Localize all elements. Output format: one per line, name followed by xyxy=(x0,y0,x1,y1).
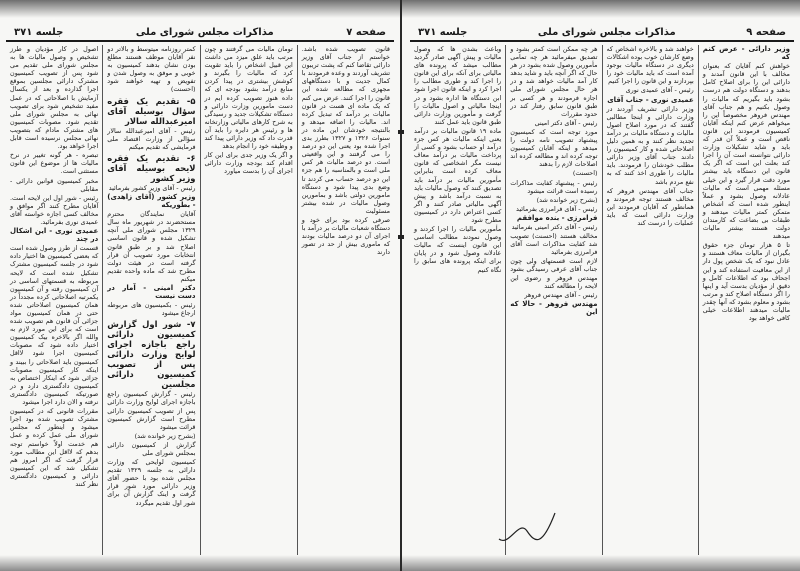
paragraph: رئیس - آقای دکتر امینی بفرمائید xyxy=(511,222,598,231)
left-column-2 xyxy=(200,45,297,555)
left-page-number: صفحه ۷ xyxy=(346,27,386,38)
right-page xyxy=(400,0,800,571)
paragraph: ماده ۱۹ قانون مالیات بر درآمد یعنی اینکه مالیات هر کس جزء درآمد او حساب بشود و کسی از پرداخت مالیات بر درآمد معاف نیست مگر اشخاصی که قانون معاف کرده است بنابراین مأمورین مالیات بر درآمد باید تصدیق کنند که وصول مالیات باید به نسبت درآمد باشد و پیش آگهی مالیاتی صادر کنند و اگر کسی اعتراض دارد در کمیسیون مطرح شود xyxy=(414,126,502,224)
scan-shadow-top xyxy=(0,0,400,18)
paragraph: رئیس - گزارش کمیسیون راجع باجازه اجرای لوایح وزارت دارائی پس از تصویب کمیسیون دارائی مطرح است گزارش کمیسیون قرائت میشود xyxy=(107,390,196,431)
right-session-label: جلسه ۳۷۱ xyxy=(418,27,468,38)
speaker-name: عمیدی نوری - جناب آقای xyxy=(607,95,694,104)
right-page-header xyxy=(410,22,794,42)
speaker-name: عمیدی نوری - این اشکال در چند xyxy=(10,227,99,244)
paragraph: تبصره - هر گونه تغییر در نرخ مالیات ها از موضوع این قانون مستثنی است. xyxy=(10,151,99,176)
paragraph: و اگر یک وزیر جدی برای این کار اقدام کند بودجه وزارت دارائی اجرای آن را بدست میاورد xyxy=(204,151,293,176)
paragraph: خواهش کنم آقایان که بعنوان مخالف با این قانون آمدند و دارائی این را برای اصلاح کامل بدهند و دستگاه دولت هم درست بشود باید بگیریم که مالیات را وصول بکنیم و هم جناب آقای مهندس فروهر مخصوصاً این را میخواهم عرض کنم اینکه آقایان کمیسیون فرمودند این قانون ناقص است و عملاً آن قدر که باید و شاید تشکیلات وزارت دارائی نتوانسته است آن را اجرا کند بعلت این است که اگر یک قانون این دستگاه باید بیشتر مورد دقت قرار گیرد و این خیلی مسئله مهمی است که مالیات عادلانه وصول بشود و عملاً اینطور شده است که اشخاص متمکن کمتر مالیات میدهند و طبقات بی بضاعت که کارمندان دولت هستند بیشتر مالیات میدهند xyxy=(702,62,790,241)
left-page-header xyxy=(6,22,394,42)
paragraph: رئیس - پیشنهاد کفایت مذاکرات رسیده است قرائت میشود xyxy=(510,178,598,195)
right-column-1 xyxy=(698,45,794,555)
scan-shadow-bottom xyxy=(402,555,800,571)
speaker-name: فرامرزی - بنده موافقم xyxy=(516,213,598,222)
paragraph: صرفی کرده بود برای خود و دستگاه شعبات مالیات بر درآمد با اجرای آن دو درصد مالیات بودند که ماموری بیش از حد در تصور دارند xyxy=(301,215,390,257)
paragraph: آقایان نمایندگان محترم مستحضرند در شهریور ماه سال ۱۳۲۹ مجلس شورای ملی آنچه تشکیل شده و قانون اساسی اصلاح شد و بر طبق قانون انتخابات مورد تصویب آن قرار گرفته است در هیئت دولت مطرح شد که ماده واحده تقدیم میکنم xyxy=(107,210,196,283)
paragraph: مخالف هستند (احسنت) تصویب شد کفایت مذاکرات است آقای فرامرزی بفرمائید xyxy=(510,232,598,257)
paragraph: (بشرح زیر خوانده شد) xyxy=(536,195,598,204)
paragraph: رئیس - شور اول این لایحه است. آقایان مطرح کنند اگر موافق و مخالف کسی اجازه خواسته آقای عمیدی نوری بفرمائید. xyxy=(10,193,99,226)
paragraph: لازم است قسمتهای ولی چون جناب آقای عرفی رسیدگی بشود مهندس فروهر و رضوی این لایحه را مطالعه کنند xyxy=(510,257,598,290)
right-page-number: صفحه ۹ xyxy=(746,27,786,38)
paragraph: رئیس - آقای امیرعبدالله سالار سؤالی از وزارت اقتصاد ملی فرمایشی که تقدیم میکنم xyxy=(107,126,196,151)
binding-mark xyxy=(398,235,404,239)
left-column-4 xyxy=(6,45,102,555)
paragraph: وزیر دارائی تشریف آوردند در وزارت دارائی و اینجا مطالبی گفتند که در مورد اصلاح اصول مالیات و دستگاه مالیات بر درآمد تجدید نظر کنند و به همین دلیل اصلاحاتی شده و کار کمیسیون را دادند جناب آقای وزیر دارائی مطلب خودشان را فرمودند. باید مالیات را طوری اخذ کنند که به نفع مردم باشد xyxy=(606,104,694,186)
paragraph: رئیس - آقای وزیر کشور بفرمائید xyxy=(108,183,196,192)
paragraph: جناب آقای مهندس فروهر که مخالف هستند توجه فرمودند و همانطور که آقایان فرمودند این وزارت دارائی است که باید عملیات را درست کند xyxy=(606,186,694,227)
paragraph: تومان مالیات می گرفتند و چون مرتب باید علق میزد می داشت این قبیل اشخاص را باید تقویت کرد که مالیات را بگیرند و کوشش بیشتری در پیدا کردن منابع درآمد بشود بودجه ای که داده هنوز تصویب کرده ایم در دست مامورین وزارت دارائی و دستگاه تشکیلات جدید و رسیدگی به شرح کارهای مالیاتی وزارتخانه ها و رئیس هر دایره را باید آن قدرت داد که وزیر دارائی پیدا کند و وظیفه خود را انجام بدهد xyxy=(204,45,293,151)
paragraph: (بشرح زیر خوانده شد) xyxy=(134,431,196,440)
left-column-3 xyxy=(102,45,199,555)
section-heading: ۵- تقدیم یک فقره سؤال بوسیله آقای امیرعبدالله سالار xyxy=(107,95,196,126)
left-columns xyxy=(6,45,394,555)
paragraph: رئیس - آقای دکتر امینی xyxy=(534,118,598,127)
paragraph: رئیس - آقای عمیدی نوری xyxy=(625,86,694,95)
paragraph: مأمورین مالیات را اجرا کردند و وصول نمودند مطالب اساسی این قانون اینست که مالیات عادلانه وصول شود و در پایان برای اینکه پرونده های سابق را نگاه کنیم xyxy=(414,225,502,274)
right-column-3 xyxy=(505,45,601,555)
paragraph: (احسنت) xyxy=(572,169,598,178)
paragraph: وباعث بشدن ها که وصول مالیات و پیش آگهی صادر گردید مطالب میشد که پرونده های مالیاتی برای آنکه برای این قانون را اجرا کند و طوری مطالب را اجرا کرد و اینکه قانون اجرا شود ابن دستگاه ها اداره بشود و در اینجا مالیاتی و اصول مالیات را گرفت و مأمورین وزارت دارائی طبق قانون باید عمل کنند xyxy=(414,45,502,126)
left-session-label: جلسه ۳۷۱ xyxy=(14,27,64,38)
paragraph: قسمت از طرز وصول شده است که بعضی کمیسیون ها اختیار داده شود در جلسه کمیسیون مشترک تشکیل شده است که لایحه مربوطه به قسمتهای اساسی در آن کمیسیون رفته و آن کمیسیون یکمرتبه اصلاحاتی کرده مجدداً در همان کمیسیون اصلاحاتی شده حتی در همان کمیسیون مواد جزائی آن قانون هم تصویب شده است که برای این مورد لازم به والله اگر بالاخره بیک کمیسیون اختیار داده شود که مصوبات کمیسیون اجرا شود لااقل کمیسیون باید اصلاحاتی را ببیند و اینکه کار کمیسیون مصوبات جزائی شود که اینکار اختصاص به کمیسیون دادگستری دارد و در صورتیکه کمیسیون دادگستری نرفته و الان دارد اجرا میشود xyxy=(10,244,99,407)
speaker-name: مهندس فروهر - حالا که این xyxy=(510,299,598,316)
paragraph: قانون تصویب شده باشد. خواستم از جناب آقای وزیر دارائی تقاضا کنم که پشت تریبون تشریف آوردند و وعده فرمودند با کمال جدیت و با دستگاههای مجهزی که مطالعه شده این قانون را اجرا کنند. عرض می کنم که یک ماده ای هست در قانون مالیات بر درآمد که تبدیل کرده اند. مالیات را اضافه میدهد و بالنتیجه خودشان این ماده در سنوات ۱۳۲۶ و ۱۳۲۷ بطرز بدی اجرا شده بود یعنی این دو درصد را می گرفتند و این واقعیتی است. دو درصد مالیات هر کس ملی است و بالمناسبه را هم جزء این دو درصد حساب می کردند تا وضع بدی پیدا شود و دستگاه مامورین دولتی باشد و بمامورین وصول مالیات در شده بیشتر مسئولیت xyxy=(301,45,390,215)
paragraph: رئیس - آقای مهندس فروهر xyxy=(524,290,598,299)
right-page-title: مذاکرات مجلس شورای ملی xyxy=(537,27,676,38)
scan-shadow-bottom xyxy=(0,555,400,571)
speaker-name: وزیر کشور (آقای زاهدی) - بطوریکه xyxy=(107,192,196,210)
paragraph: هر چه ممکن است کمتر بشود و تصدیق میفرمائید هر چه تمامی مأمورین وصول شده بشود در هر حال که اگر آنچه باید و شاید بدهد کار آمد مالیات خواهد شد و در هر حال مجلس شورای ملی اجازه فرمودند و هر کسی بر طبق قانون سابق رفتار کند در حدود مقررات xyxy=(510,45,598,118)
binding-mark xyxy=(398,130,404,134)
paragraph: گزارش از کمیسیون دارائی بمجلس شورای ملی xyxy=(107,440,196,457)
handwritten-pen-mark xyxy=(497,509,557,549)
right-column-2 xyxy=(602,45,698,555)
speaker-name: دکتر امینی - آمار در دست نیست xyxy=(107,283,196,301)
scan-shadow-top xyxy=(402,0,800,18)
paragraph: رئیس - بکمیسیون های مربوطه ارجاع میشود xyxy=(107,301,196,318)
speaker-name: وزیر دارائی - عرض کنم که xyxy=(702,45,790,62)
paragraph: مخبر کمیسیون قوانین دارائی - مقابلی xyxy=(10,176,99,193)
right-column-4 xyxy=(410,45,505,555)
paragraph: مورد توجه است که کمیسیون پیشنهاد تصویب نامه دولت را میدهد و اینکه آقایان کمیسیون توجه کرده اند و مطالعه کرده اند اصلاحات لازم را بدهند xyxy=(510,127,598,169)
section-heading: ۷- شور اول گزارش کمیسیون دارائی راجع باجازه اجرای لوایح وزارت دارائی پس از تصویب کمیسیون دارائی مجلسین xyxy=(107,319,196,390)
paragraph: اصول در کار مؤدیان و طرز تشخیص و وصول مالیات ها به مجلس شورای ملی تقدیم می شود پس از تصویب کمیسیون مشترک دارائی مجلسین بموقع اجرا گذارده و بعد از یکسال آزمایش با اصلاحاتی که در عمل مفید تشخیص شود برای تصویب نهائی به مجلس شورای ملی تقدیم شود. مصوبات کمیسیون های مشترک مادام که بتصویب نهائی مجلس نرسیده است قابل اجرا خواهد بود. xyxy=(10,45,99,151)
left-page-title: مذاکرات مجلس شورای ملی xyxy=(135,27,274,38)
paragraph: مقررات قانونی که در کمیسیون مشترک تصویب شده بود اجرا میشود و اینطور که مجلس شورای ملی عمل کرده و عمل هم خدمت اولاً خواستم توجه بدهم که لااقل این مطالب مورد قرار گرفت که اگر امروز هم تشکیل شد که این کمیسیون دارائی و کمیسیون دادگستری نظر کنند xyxy=(10,407,99,488)
paragraph: کمیسیون لوایحی که وزارت دارائی به جلسه ۱۳۲۹ تقدیم مجلس شده بود با حضور آقای وزیر دارائی مورد شور قرار گرفت و اینک گزارش آن برای شور اول تقدیم میگردد xyxy=(107,458,196,507)
section-heading: ۶- تقدیم یک فقره لایحه بوسیله آقای وزیر کشور xyxy=(107,152,196,183)
right-columns xyxy=(410,45,794,555)
paragraph: خواهند شد و بالاخره اشخاص که وضع کارشان خوب بوده اشکالات دیگری در دستگاه مالیات بوجود آمده است که باید مالیات خود را بپردازند و این قانون را اجرا کنیم xyxy=(606,45,694,86)
paragraph: رئیس - آقای فرامرزی بفرمائید xyxy=(515,204,598,213)
left-column-1 xyxy=(297,45,394,555)
paragraph: کمتر روزنامه میتوسط و بالاتر دو نفر آقایان موظف هستند مطلع بودن نشان بدهند کمیسیون به خوبی و موفق به وصول شدن و تفویض و تهیه خواهند شود (احسنت) xyxy=(107,45,196,94)
paragraph: تا ۵ هزار تومان جزء حقوق بگیران از مالیات معاف هستند و عادل نبود که یک شخص پول دار از این معافیت استفاده کند و این اجحاف بود که اطلاعات کامل و دقیق از مؤدیان بدست آید و اینها را اگر دستگاه اصلاح کند و مرتب بشود و معلوم بشود که آنها چقدر مالیات میدهند اطلاعات خیلی کافی خواهد بود xyxy=(702,241,791,323)
